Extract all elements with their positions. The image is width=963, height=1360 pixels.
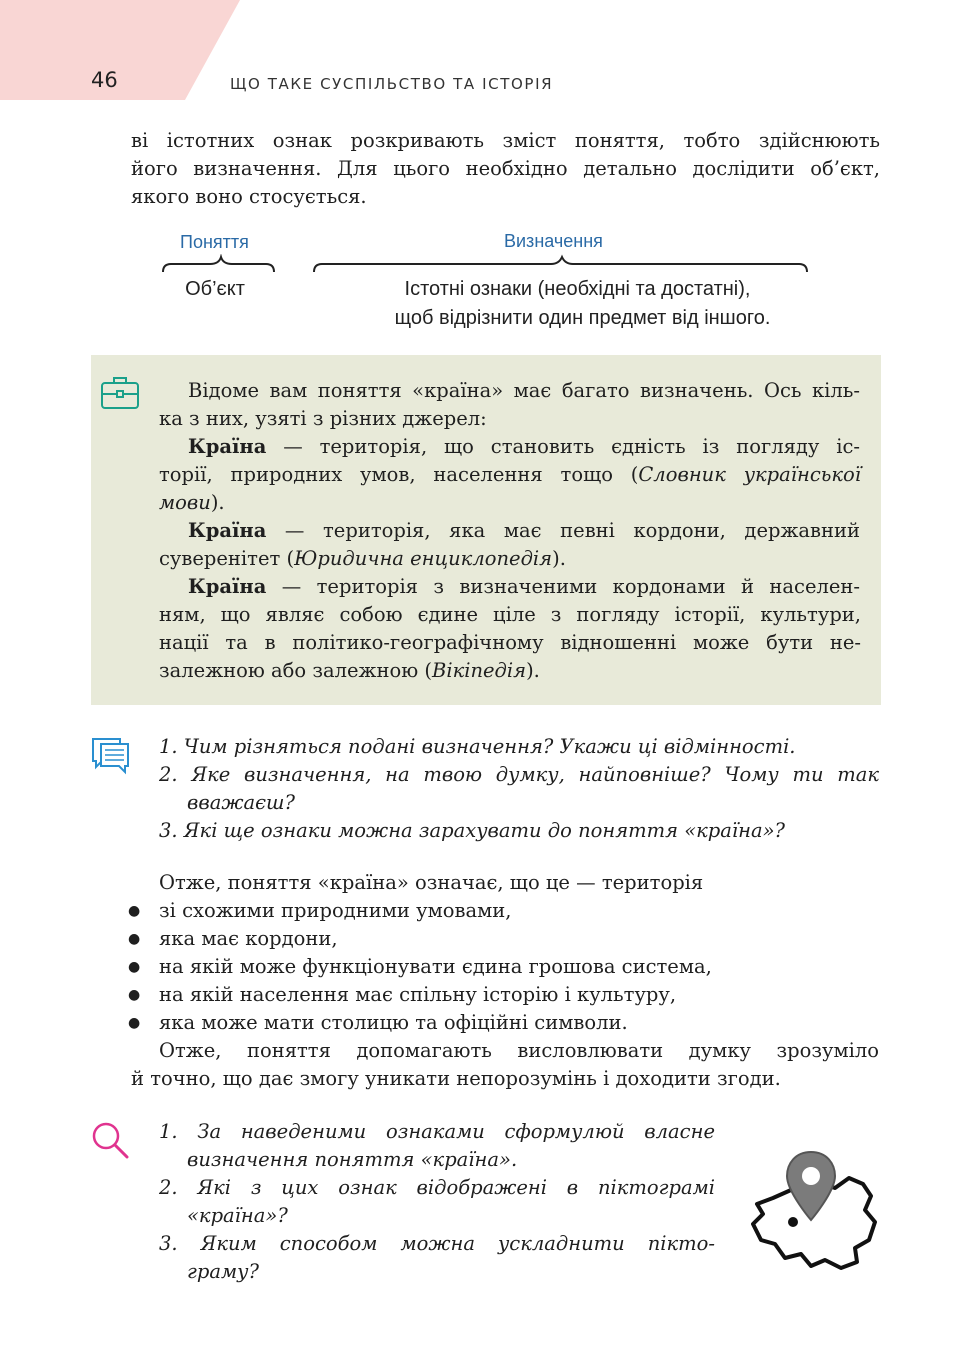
box-line: ка з них, узяті з різних джерел: [159,407,487,430]
chat-bubble-icon [90,735,132,775]
list-item: на якій може функціонувати єдина грошова система, [159,955,712,978]
list-item: яка має кордони, [159,927,338,950]
diagram-braces [155,254,815,276]
summary-lead: Отже, поняття «країна» означає, що це — територія [159,871,704,894]
definition-3-cont: нації та в політико-географічному відношенні може бути не- [159,631,861,654]
conclusion-line: Отже, поняття допомагають висловлювати думку зрозуміло [159,1039,879,1062]
page-number: 46 [91,68,118,92]
bullet-marker: ● [128,959,141,975]
question-1: 1. Чим різняться подані визначення? Укажи ці відмінності. [159,735,796,758]
definition-3-cont: ням, що являє собою єдине ціле з погляду історії, культури, [159,603,861,626]
list-item: на якій населення має спільну історію і культуру, [159,983,677,1006]
concept-label: Поняття [180,232,249,252]
corner-decoration [0,0,240,100]
definition-label: Визначення [504,231,603,251]
briefcase-icon [100,375,142,411]
bullet-marker: ● [128,931,141,947]
definition-1: Країна — територія, що становить єдність із погляду іс- [188,435,860,458]
definition-2: Країна — територія, яка має певні кордони, державний [188,519,860,542]
definition-3-end: залежною або залежною (Вікіпедія). [159,659,540,682]
intro-line: його визначення. Для цього необхідно детально дослідити об’єкт, [131,157,880,180]
object-text: Об’єкт [185,278,245,300]
source-dictionary: Словник української [638,463,861,486]
question-2: 2. Яке визначення, на твою думку, найповніше? Чому ти так [159,763,879,786]
definition-3: Країна — територія з визначеними кордонами й населен- [188,575,860,598]
task-3-cont: граму? [187,1260,259,1283]
task-2-cont: «країна»? [187,1204,288,1227]
source-encyclopedia: Юридична енциклопедія [294,547,553,570]
definition-1-end: мови). [159,491,225,514]
task-3: 3. Яким способом можна ускладнити пікто- [159,1232,715,1255]
definition-1-cont: торії, природних умов, населення тощо (Словник української [159,463,861,486]
task-2: 2. Які з цих ознак відображені в піктограмі [159,1176,715,1199]
question-2-cont: вважаєш? [187,791,295,814]
definition-term: Країна [188,519,267,542]
box-line: Відоме вам поняття «країна» має багато визначень. Ось кіль- [188,379,860,402]
running-title: ЩО ТАКЕ СУСПІЛЬСТВО ТА ІСТОРІЯ [230,75,554,93]
features-line: Істотні ознаки (необхідні та достатні), [404,278,751,300]
bullet-marker: ● [128,903,141,919]
question-3: 3. Які ще ознаки можна зарахувати до поняття «країна»? [159,819,785,842]
country-pictogram-icon [745,1148,885,1278]
task-1: 1. За наведеними ознаками сформулюй власне [159,1120,715,1143]
intro-line: якого воно стосується. [131,185,367,208]
source-wikipedia: Вікіпедія [432,659,527,682]
magnifier-icon [90,1120,132,1162]
intro-line: ві істотних ознак розкривають зміст поняття, тобто здійснюють [131,129,880,152]
definition-term: Країна [188,575,267,598]
list-item: зі схожими природними умовами, [159,899,512,922]
definition-2-cont: суверенітет (Юридична енциклопедія). [159,547,566,570]
conclusion-line: й точно, що дає змогу уникати непорозумінь і доходити згоди. [131,1067,781,1090]
bullet-marker: ● [128,1015,141,1031]
list-item: яка може мати столицю та офіційні символи. [159,1011,628,1034]
definition-term: Країна [188,435,267,458]
features-line: щоб відрізнити один предмет від іншого. [394,307,771,329]
bullet-marker: ● [128,987,141,1003]
task-1-cont: визначення поняття «країна». [187,1148,518,1171]
